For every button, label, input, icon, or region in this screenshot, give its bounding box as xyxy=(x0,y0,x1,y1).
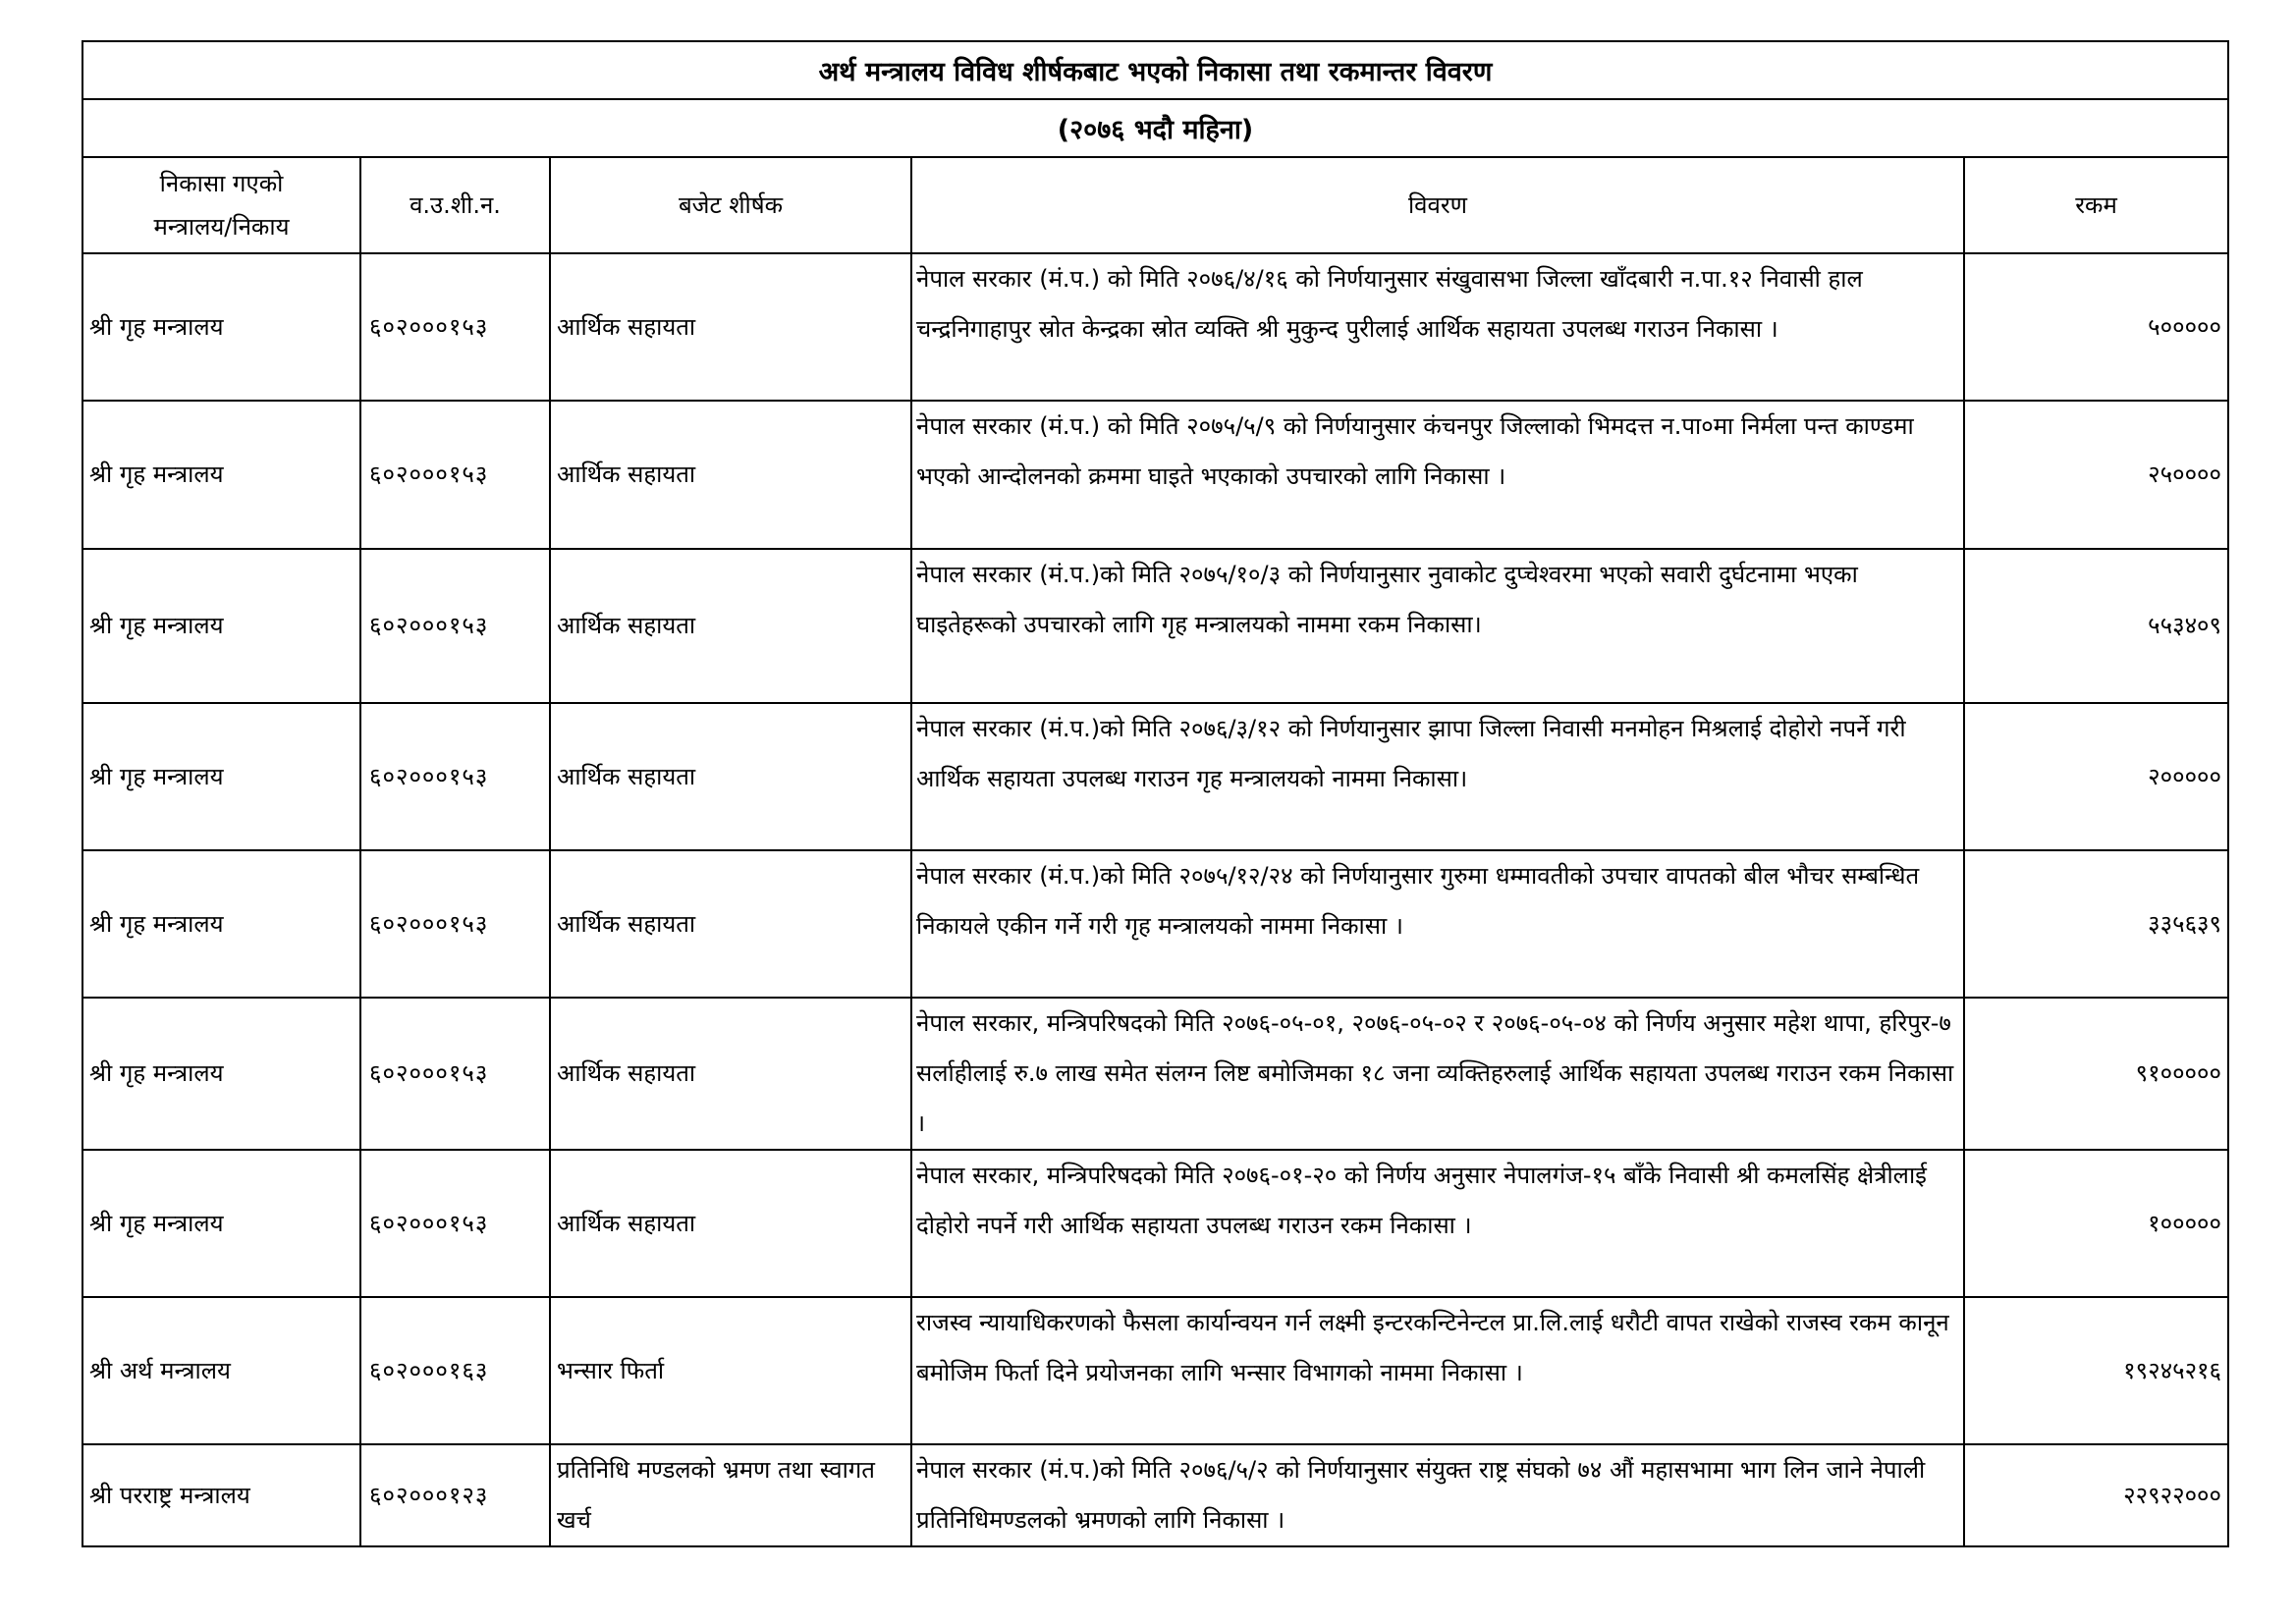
cell-code xyxy=(360,850,550,998)
table-row xyxy=(82,703,2228,850)
cell-code-text: ६०२०००१५३ xyxy=(369,1059,489,1087)
table-row xyxy=(82,1297,2228,1444)
header-amount: रकम xyxy=(1964,157,2228,253)
cell-amount-text: ५००००० xyxy=(2148,312,2222,341)
cell-description xyxy=(911,998,1964,1150)
report-period: (२०७६ भदौ महिना) xyxy=(82,99,2228,157)
header-budget: बजेट शीर्षक xyxy=(550,157,911,253)
cell-budget-text: भन्सार फिर्ता xyxy=(557,1356,665,1384)
cell-ministry-text: श्री गृह मन्त्रालय xyxy=(89,762,224,790)
cell-ministry xyxy=(82,703,360,850)
cell-description-text: राजस्व न्यायाधिकरणको फैसला कार्यान्वयन गर्न लक्ष्मी इन्टरकन्टिनेन्टल प्रा.लि.लाई धरौटी वापत राखेको राजस्व रकम कानून बमोजिम फिर्ता दिने प्रयोजनका लागि भन्सार विभागको नाममा निकासा । xyxy=(916,1309,1949,1386)
cell-description xyxy=(911,1297,1964,1444)
table-row xyxy=(82,998,2228,1150)
cell-code xyxy=(360,549,550,703)
cell-amount-text: ५५३४०९ xyxy=(2148,612,2222,639)
cell-amount-text: ९१००००० xyxy=(2135,1059,2222,1087)
cell-budget xyxy=(550,1444,911,1546)
cell-budget xyxy=(550,253,911,401)
cell-code-text: ६०२०००१५३ xyxy=(369,612,489,639)
cell-ministry xyxy=(82,1297,360,1444)
cell-budget-text: आर्थिक सहायता xyxy=(557,1209,696,1237)
cell-code xyxy=(360,998,550,1150)
cell-amount xyxy=(1964,1297,2228,1444)
cell-code xyxy=(360,1150,550,1297)
header-row xyxy=(82,157,2228,253)
cell-description-text: नेपाल सरकार, मन्त्रिपरिषदको मिति २०७६-०१-२० को निर्णय अनुसार नेपालगंज-१५ बाँके निवासी श्री कमलसिंह क्षेत्रीलाई दोहोरो नपर्ने गरी आर्थिक सहायता उपलब्ध गराउन रकम निकासा । xyxy=(916,1162,1927,1239)
cell-ministry xyxy=(82,253,360,401)
cell-description-text: नेपाल सरकार (मं.प.)को मिति २०७५/१२/२४ को निर्णयानुसार गुरुमा धम्मावतीको उपचार वापतको बील भौचर सम्बन्धित निकायले एकीन गर्ने गरी गृह मन्त्रालयको नाममा निकासा । xyxy=(916,862,1920,940)
cell-code-text: ६०२०००१५३ xyxy=(369,460,489,488)
cell-code xyxy=(360,703,550,850)
cell-description-text: नेपाल सरकार (मं.प.) को मिति २०७५/५/९ को निर्णयानुसार कंचनपुर जिल्लाको भिमदत्त न.पा०मा निर्मला पन्त काण्डमा भएको आन्दोलनको क्रममा घाइते भएकाको उपचारको लागि निकासा । xyxy=(916,412,1914,490)
cell-description xyxy=(911,1150,1964,1297)
table-row xyxy=(82,1444,2228,1546)
cell-code xyxy=(360,1297,550,1444)
cell-description xyxy=(911,253,1964,401)
cell-description-text: नेपाल सरकार (मं.प.) को मिति २०७६/४/१६ को निर्णयानुसार संखुवासभा जिल्ला खाँदबारी न.पा.१२ निवासी हाल चन्द्रनिगाहापुर स्रोत केन्द्रका स्रोत व्यक्ति श्री मुकुन्द पुरीलाई आर्थिक सहायता उपलब्ध गराउन निकासा । xyxy=(916,265,1863,343)
cell-description xyxy=(911,401,1964,549)
cell-amount xyxy=(1964,253,2228,401)
cell-budget xyxy=(550,703,911,850)
cell-budget xyxy=(550,998,911,1150)
cell-code-text: ६०२०००१२३ xyxy=(369,1481,489,1509)
cell-budget xyxy=(550,850,911,998)
cell-description-text: नेपाल सरकार (मं.प.)को मिति २०७६/३/१२ को निर्णयानुसार झापा जिल्ला निवासी मनमोहन मिश्रलाई दोहोरो नपर्ने गरी आर्थिक सहायता उपलब्ध गराउन गृह मन्त्रालयको नाममा निकासा। xyxy=(916,715,1906,792)
cell-code-text: ६०२०००१५३ xyxy=(369,762,489,790)
cell-code-text: ६०२०००१५३ xyxy=(369,1209,489,1237)
cell-ministry xyxy=(82,549,360,703)
cell-amount-text: २५०००० xyxy=(2148,460,2222,488)
cell-ministry xyxy=(82,1150,360,1297)
header-ministry-label: निकासा गएको मन्त्रालय/निकाय xyxy=(153,170,290,241)
cell-amount-text: १९२४५२१६ xyxy=(2123,1356,2222,1384)
cell-ministry xyxy=(82,1444,360,1546)
cell-amount-text: २००००० xyxy=(2148,762,2222,790)
cell-ministry xyxy=(82,998,360,1150)
cell-amount xyxy=(1964,549,2228,703)
table-row xyxy=(82,1150,2228,1297)
cell-description-text: नेपाल सरकार, मन्त्रिपरिषदको मिति २०७६-०५-०१, २०७६-०५-०२ र २०७६-०५-०४ को निर्णय अनुसार महेश थापा, हरिपुर-७ सर्लाहीलाई रु.७ लाख समेत संलग्न लिष्ट बमोजिमका १८ जना व्यक्तिहरुलाई आर्थिक सहायता उपलब्ध गराउन रकम निकासा । xyxy=(916,1009,1954,1137)
header-code: व.उ.शी.न. xyxy=(360,157,550,253)
cell-ministry-text: श्री गृह मन्त्रालय xyxy=(89,460,224,488)
cell-ministry xyxy=(82,401,360,549)
cell-code-text: ६०२०००१६३ xyxy=(369,1356,489,1384)
cell-budget-text: आर्थिक सहायता xyxy=(557,312,696,341)
cell-description xyxy=(911,549,1964,703)
cell-description xyxy=(911,703,1964,850)
cell-code-text: ६०२०००१५३ xyxy=(369,909,489,938)
cell-ministry-text: श्री गृह मन्त्रालय xyxy=(89,312,224,341)
cell-description-text: नेपाल सरकार (मं.प.)को मिति २०७५/१०/३ को निर्णयानुसार नुवाकोट दुप्चेश्वरमा भएको सवारी दुर्घटनामा भएका घाइतेहरूको उपचारको लागि गृह मन्त्रालयको नाममा रकम निकासा। xyxy=(916,561,1858,638)
cell-budget xyxy=(550,1150,911,1297)
cell-description xyxy=(911,850,1964,998)
cell-description xyxy=(911,1444,1964,1546)
cell-budget xyxy=(550,401,911,549)
cell-code xyxy=(360,401,550,549)
table-row xyxy=(82,850,2228,998)
cell-budget xyxy=(550,549,911,703)
subtitle-row xyxy=(82,99,2228,157)
cell-amount-text: १००००० xyxy=(2148,1209,2222,1237)
header-description: विवरण xyxy=(911,157,1964,253)
cell-code-text: ६०२०००१५३ xyxy=(369,312,489,341)
cell-ministry xyxy=(82,850,360,998)
cell-code xyxy=(360,1444,550,1546)
table-row xyxy=(82,549,2228,703)
cell-ministry-text: श्री गृह मन्त्रालय xyxy=(89,1209,224,1237)
title-row xyxy=(82,41,2228,99)
cell-budget-text: प्रतिनिधि मण्डलको भ्रमण तथा स्वागत खर्च xyxy=(557,1456,875,1534)
cell-ministry-text: श्री गृह मन्त्रालय xyxy=(89,612,224,639)
cell-amount-text: २२९२२००० xyxy=(2123,1481,2222,1509)
cell-code xyxy=(360,253,550,401)
cell-amount xyxy=(1964,1150,2228,1297)
cell-amount xyxy=(1964,1444,2228,1546)
disbursement-table xyxy=(82,40,2229,1547)
cell-ministry-text: श्री गृह मन्त्रालय xyxy=(89,909,224,938)
cell-budget-text: आर्थिक सहायता xyxy=(557,1059,696,1087)
cell-amount xyxy=(1964,850,2228,998)
cell-amount xyxy=(1964,401,2228,549)
cell-budget xyxy=(550,1297,911,1444)
table-row xyxy=(82,253,2228,401)
cell-ministry-text: श्री परराष्ट्र मन्त्रालय xyxy=(89,1481,250,1509)
cell-budget-text: आर्थिक सहायता xyxy=(557,909,696,938)
header-ministry xyxy=(82,157,360,253)
cell-amount xyxy=(1964,703,2228,850)
cell-budget-text: आर्थिक सहायता xyxy=(557,460,696,488)
cell-amount-text: ३३५६३९ xyxy=(2148,909,2222,938)
report-title: अर्थ मन्त्रालय विविध शीर्षकबाट भएको निकासा तथा रकमान्तर विवरण xyxy=(82,41,2228,99)
cell-amount xyxy=(1964,998,2228,1150)
table-row xyxy=(82,401,2228,549)
cell-budget-text: आर्थिक सहायता xyxy=(557,612,696,639)
cell-ministry-text: श्री गृह मन्त्रालय xyxy=(89,1059,224,1087)
cell-description-text: नेपाल सरकार (मं.प.)को मिति २०७६/५/२ को निर्णयानुसार संयुक्त राष्ट्र संघको ७४ औं महासभामा भाग लिन जाने नेपाली प्रतिनिधिमण्डलको भ्रमणको लागि निकासा । xyxy=(916,1456,1926,1534)
table-body xyxy=(82,253,2228,1546)
cell-ministry-text: श्री अर्थ मन्त्रालय xyxy=(89,1356,231,1384)
cell-budget-text: आर्थिक सहायता xyxy=(557,762,696,790)
